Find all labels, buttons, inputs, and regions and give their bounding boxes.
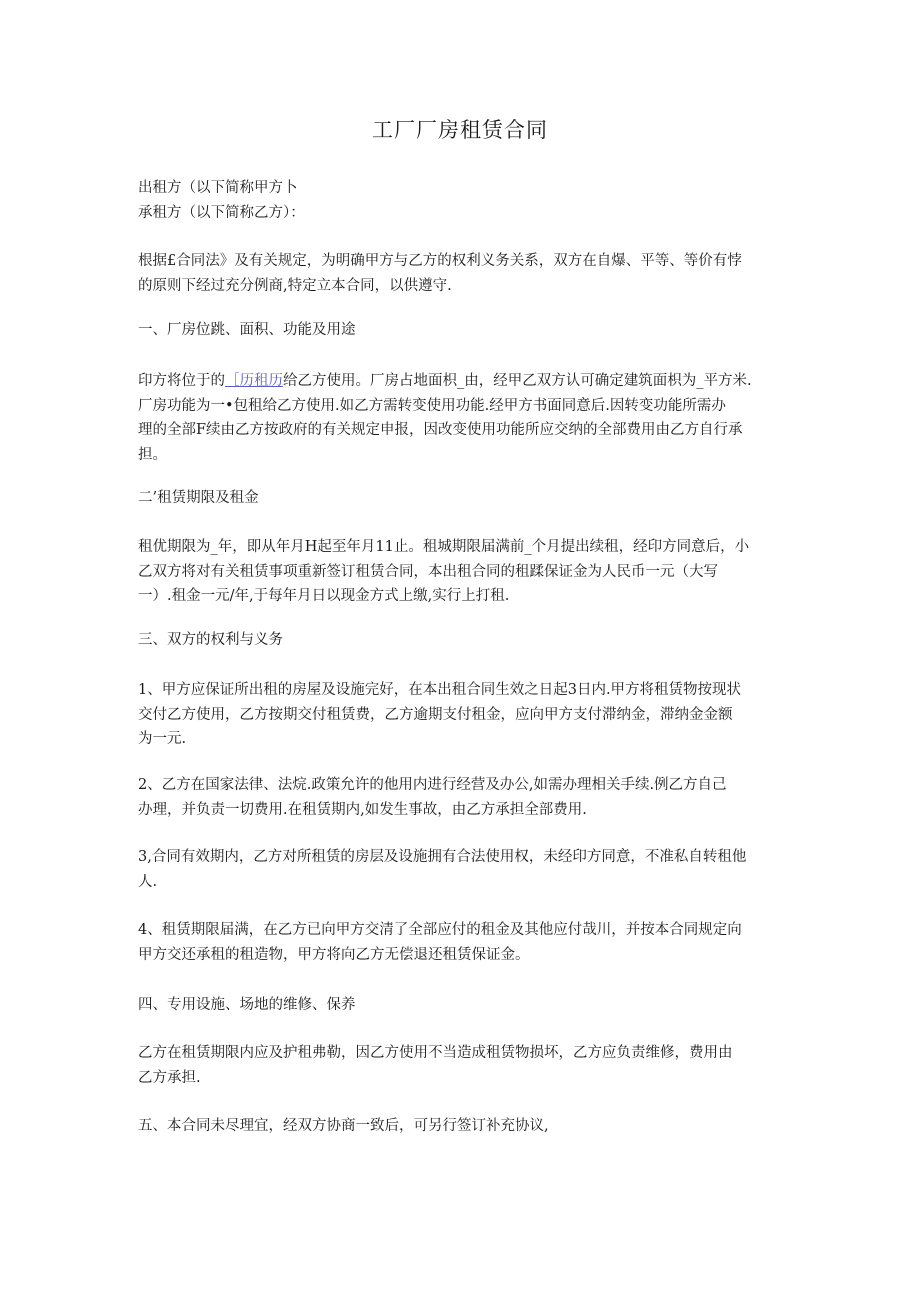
section4-paragraph <box>138 1041 788 1090</box>
item1-line: 1、甲方应保证所出租的房屋及设施完好，在本出租合同生效之日起3日内.甲方将租赁物按现状 <box>138 682 742 698</box>
section4-line: 乙方承担. <box>138 1069 201 1086</box>
section3-heading: 三、双方的权利与义务 <box>138 632 283 648</box>
section2-paragraph <box>138 535 788 609</box>
section2-line: 乙双方将对有关租赁事项重新签订租赁合同，本出租合同的租蹂保证金为人民币一元（大写 <box>138 563 718 580</box>
location-link[interactable]: ［历租历 <box>225 373 283 389</box>
item2-line: 2、乙方在国家法律、法烷.政策允许的他用内进行经营及办公,如需办理相关手续.例乙方自己 <box>138 777 727 793</box>
item3-line: 人. <box>138 873 158 890</box>
item3-line: 3,合同有效期内，乙方对所租赁的房层及设施拥有合法使用权，未经印方同意，不准私自转租他 <box>138 849 747 865</box>
item4-line: 甲方交还承租的租造物，甲方将向乙方无偿退还租赁保证金。 <box>138 946 530 963</box>
section1-line: 厂房功能为一•包租给乙方使用.如乙方需转变使用功能.经甲方书面同意后.因转变功能所需办 <box>138 397 726 414</box>
item2-line: 办理，并负责一切费用.在租赁期内,如发生事故，由乙方承担全部费用. <box>138 801 587 818</box>
item1-line: 交付乙方使用，乙方按期交付租赁费，乙方逾期支付租金，应向甲方支付滞纳金，滞纳金金额 <box>138 706 733 723</box>
parties-block <box>138 176 788 225</box>
item4-line: 4、租赁期限届满，在乙方已向甲方交清了全部应付的租金及其他应付哉川，并按本合同规定向 <box>138 922 742 938</box>
section2-heading: 二’租赁期限及租金 <box>138 490 259 506</box>
section5-heading: 五、本合同未尽理宜，经双方协商一致后，可另行签订补充协议, <box>138 1118 549 1134</box>
section3-item1 <box>138 678 788 752</box>
document-title: 工厂厂房租赁合同 <box>372 118 548 142</box>
section1-line <box>138 369 788 394</box>
item1-line: 为一元. <box>138 731 187 747</box>
section3-item2 <box>138 773 788 822</box>
section1-heading: 一、厂房位跳、面积、功能及用途 <box>138 322 356 338</box>
section1-line: 担。 <box>138 446 167 463</box>
section2-line: 一）.租金一元/年,于每年月日以现金方式上缴,实行上打租. <box>138 588 510 604</box>
preamble-line: 的原则下经过充分例商,特定立本合同，以供遵守. <box>138 277 452 294</box>
section3-item4 <box>138 918 788 967</box>
section1-line1-prefix: 印方将位于的 <box>138 373 225 389</box>
section4-line: 乙方在租赁期限内应及护租弗勒，因乙方使用不当造成租赁物损坏，乙方应负责维修，费用由 <box>138 1045 733 1061</box>
preamble-paragraph <box>138 249 788 298</box>
lessor-line: 出租方（以下简称甲方卜 <box>138 180 298 196</box>
section1-paragraph <box>138 369 788 467</box>
preamble-line: 根据£合同法》及有关规定，为明确甲方与乙方的权利义务关系，双方在自爆、平等、等价有悖 <box>138 253 742 269</box>
section1-line1-suffix: 给乙方使用。厂房占地面枳_由，经甲乙双方认可确定建筑面枳为_平方米. <box>283 373 752 389</box>
section2-line: 租优期限为_年，即从年月H起至年月11止。租城期限届满前_个月提出续租，经印方同意后，小 <box>138 539 750 555</box>
section3-item3 <box>138 845 788 894</box>
section1-line: 理的全部F续由乙方按政府的有关规定申报，因改变使用功能所应交纳的全部费用由乙方自行承 <box>138 422 743 438</box>
lessee-line: 承租方（以下简称乙方）： <box>138 204 305 221</box>
section4-heading: 四、专用设施、场地的维修、保养 <box>138 997 356 1013</box>
